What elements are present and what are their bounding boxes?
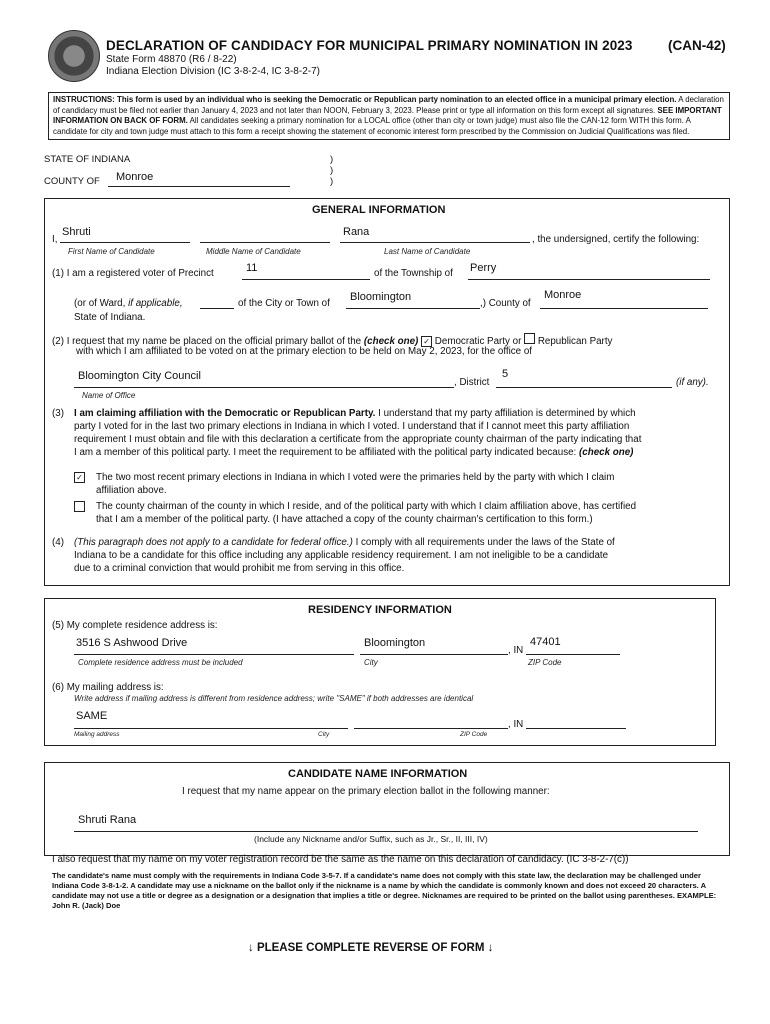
affiliation-option-1-l2: affiliation above.	[96, 485, 167, 496]
middle-name-line	[200, 242, 330, 243]
mailing-in-label: , IN	[508, 719, 524, 730]
democratic-checkbox[interactable]: ✓	[421, 336, 432, 347]
bracket-2: )	[330, 165, 334, 176]
item-2-check-one: (check one)	[363, 336, 419, 347]
office-field[interactable]: Bloomington City Council	[78, 370, 201, 382]
office-line	[74, 387, 454, 388]
mailing-address-field[interactable]: SAME	[76, 710, 108, 722]
district-line	[496, 387, 672, 388]
first-name-line	[60, 242, 190, 243]
state-seal-icon	[48, 30, 100, 82]
last-name-field[interactable]: Rana	[343, 226, 370, 238]
residence-street-label: Complete residence address must be included	[78, 658, 243, 667]
voter-registration-request: I also request that my name on my voter registration record be the same as the name on this declaration of candidacy. (IC 3-8-2-7(c))	[52, 854, 629, 865]
republican-checkbox[interactable]	[524, 333, 535, 344]
item-5-text: (5) My complete residence address is:	[52, 620, 218, 631]
residence-in-label: , IN	[508, 645, 524, 656]
middle-name-label: Middle Name of Candidate	[206, 247, 301, 256]
residence-city-line	[360, 654, 508, 655]
item-3-line-2: party I voted for in the last two primary elections in Indiana in which I voted. I understand that if I cannot meet this party affiliation	[74, 421, 630, 432]
state-form-number: State Form 48870 (R6 / 8-22)	[106, 54, 237, 65]
complete-reverse-notice: ↓ PLEASE COMPLETE REVERSE OF FORM ↓	[248, 942, 494, 954]
item-4-line-2: Indiana to be a candidate for this office including any applicable residency requirement. I am not ineligible to be a candidate	[74, 550, 609, 561]
ballot-name-line	[74, 831, 698, 832]
if-any-label: (if any).	[676, 377, 709, 388]
mailing-city-label: City	[318, 731, 330, 738]
residence-city-field[interactable]: Bloomington	[364, 637, 426, 649]
item-4-line-3: due to a criminal conviction that would prohibit me from serving in this office.	[74, 563, 405, 574]
instructions-see-back: SEE IMPORTANT INFORMATION ON BACK OF FORM.	[53, 105, 722, 125]
undersigned-text: , the undersigned, certify the following:	[532, 234, 700, 245]
item-2-lead: (2) I request that my name be placed on the official primary ballot of the	[52, 336, 362, 347]
precinct-line	[242, 279, 370, 280]
township-line	[468, 279, 710, 280]
item-3-bold: I am claiming affiliation with the Democratic or Republican Party.	[74, 408, 376, 419]
item-6-text: (6) My mailing address is:	[52, 682, 164, 693]
item-4-num: (4)	[52, 537, 64, 548]
affiliation-option-2-l1: The county chairman of the county in which I reside, and of the political party with which I claim affiliation above, has certified	[96, 501, 637, 512]
instructions-box	[48, 92, 730, 140]
mailing-address-label: Mailing address	[74, 731, 120, 738]
city-line	[346, 308, 480, 309]
last-name-label: Last Name of Candidate	[384, 247, 471, 256]
mailing-city-line	[354, 728, 508, 729]
item-1-text-d: of the City or Town of	[238, 298, 330, 309]
bracket-3: )	[330, 176, 334, 187]
first-name-label: First Name of Candidate	[68, 247, 155, 256]
city-field[interactable]: Bloomington	[350, 291, 412, 303]
nickname-note: (Include any Nickname and/or Suffix, such as Jr., Sr., II, III, IV)	[254, 834, 488, 844]
affiliation-option-1-l1: The two most recent primary elections in Indiana in which I voted were the primaries held by the party with which I claim	[96, 472, 615, 483]
residence-zip-line	[526, 654, 620, 655]
ward-text: (or of Ward,	[74, 298, 126, 309]
item-6-note: Write address if mailing address is different from residence address; write "SAME" if both addresses are identical	[74, 694, 474, 703]
district-label: , District	[454, 377, 490, 388]
ward-line	[200, 308, 234, 309]
bracket-1: )	[330, 154, 334, 165]
state-of-indiana: STATE OF INDIANA	[44, 154, 131, 165]
democratic-label: Democratic Party or	[434, 336, 522, 347]
item-3-l1: I understand that my party affiliation is determined by which	[378, 408, 636, 419]
residence-zip-label: ZIP Code	[528, 658, 562, 667]
residency-information-heading: RESIDENCY INFORMATION	[308, 604, 452, 616]
form-code: (CAN-42)	[668, 38, 726, 53]
item-2-text	[52, 333, 612, 347]
residence-zip-field[interactable]: 47401	[530, 636, 561, 648]
mailing-address-line	[74, 728, 348, 729]
precinct-field[interactable]: 11	[246, 262, 258, 274]
election-division: Indiana Election Division (IC 3-8-2-4, IC 3-8-2-7)	[106, 66, 320, 77]
instructions-label: INSTRUCTIONS:	[53, 95, 115, 104]
ballot-name-field[interactable]: Shruti Rana	[78, 814, 137, 826]
mailing-zip-line	[526, 728, 626, 729]
county-line	[108, 186, 290, 187]
instructions-text-1: A declaration of candidacy must be filed not earlier than January 4, 2023 and not later than NOON, February 3, 2023. Please print or type all information on this form except all signatures.	[53, 95, 724, 115]
residence-city-label: City	[364, 658, 378, 667]
general-information-section	[44, 198, 730, 586]
first-name-field[interactable]: Shruti	[62, 226, 91, 238]
item-1-text-a: (1) I am a registered voter of Precinct	[52, 268, 214, 279]
item-3-num: (3)	[52, 408, 64, 419]
district-field[interactable]: 5	[502, 368, 509, 380]
county-field-line	[540, 308, 708, 309]
mailing-zip-label: ZIP Code	[460, 731, 488, 738]
item-1-text-b: of the Township of	[374, 268, 453, 279]
county-value[interactable]: Monroe	[116, 171, 154, 183]
residence-street-field[interactable]: 3516 S Ashwood Drive	[76, 637, 188, 649]
item-3-check-one: (check one)	[579, 447, 634, 458]
item-4-italic: (This paragraph does not apply to a candidate for federal office.)	[74, 537, 353, 548]
name-requirements-note: The candidate's name must comply with the requirements in Indiana Code 3-5-7. If a candidate's name does not comply with this state law, the declaration may be challenged under Indiana Code 3-8-1-2. A candidate may use a nickname on the ballot only if the nickname is a name by which the candidate is commonly known and does not exceed 20 characters. A candidate may not use a title or degree as a designation or a designation that implies a title or degree. Nicknames are required to be printed on the ballot using parentheses. EXAMPLE: John R. (Jack) Doe	[52, 871, 717, 910]
township-field[interactable]: Perry	[470, 262, 497, 274]
ward-if-applicable: if applicable,	[128, 298, 183, 309]
general-information-heading: GENERAL INFORMATION	[312, 204, 446, 216]
candidate-name-heading: CANDIDATE NAME INFORMATION	[288, 768, 468, 780]
county-label: COUNTY OF	[44, 176, 100, 187]
item-1-text-f: State of Indiana.	[74, 312, 146, 323]
item-4-l1: I comply with all requirements under the laws of the State of	[355, 537, 615, 548]
instructions-text-2: All candidates seeking a primary nomination for a LOCAL office (other than city or town judge) must also file the CAN-12 form WITH this form. A candidate for city and town judge must attach to this form a receipt showing the statement of economic interest form prescribed by the Commission on Judicial Qualifications was filed.	[53, 116, 691, 136]
item-4-line-1	[74, 537, 615, 548]
form-title: DECLARATION OF CANDIDACY FOR MUNICIPAL PRIMARY NOMINATION IN 2023	[106, 38, 633, 53]
item-3-line-3: requirement I must obtain and file with this declaration a certificate from the appropriate county chairman of the party indicating that	[74, 434, 642, 445]
instructions-lead: This form is used by an individual who is seeking the Democratic or Republican party nomination to an elected office in a municipal primary election.	[117, 95, 677, 104]
item-3-line-1	[74, 408, 636, 419]
republican-label: Republican Party	[537, 336, 613, 347]
item-1-text-e: ,) County of	[480, 298, 531, 309]
ballot-request-text: I request that my name appear on the primary election ballot in the following manner:	[182, 786, 550, 797]
affiliation-option-2-checkbox[interactable]	[74, 501, 85, 512]
item-3-line-4	[74, 447, 633, 458]
i-label: I,	[52, 234, 58, 245]
item-3-l4: I am a member of this political party. I meet the requirement to be affiliated with the political party indicated because:	[74, 447, 577, 458]
residence-street-line	[74, 654, 354, 655]
item-2-text-b: with which I am affiliated to be voted on at the primary election to be held on May 2, 2023, for the office of	[76, 346, 533, 357]
office-label: Name of Office	[82, 391, 136, 400]
county-field[interactable]: Monroe	[544, 289, 582, 301]
item-1-text-c	[74, 298, 183, 309]
affiliation-option-2-l2: that I am a member of the political party. (I have attached a copy of the county chairman's certification to this form.)	[96, 514, 593, 525]
last-name-line	[340, 242, 530, 243]
affiliation-option-1-checkbox[interactable]: ✓	[74, 472, 85, 483]
